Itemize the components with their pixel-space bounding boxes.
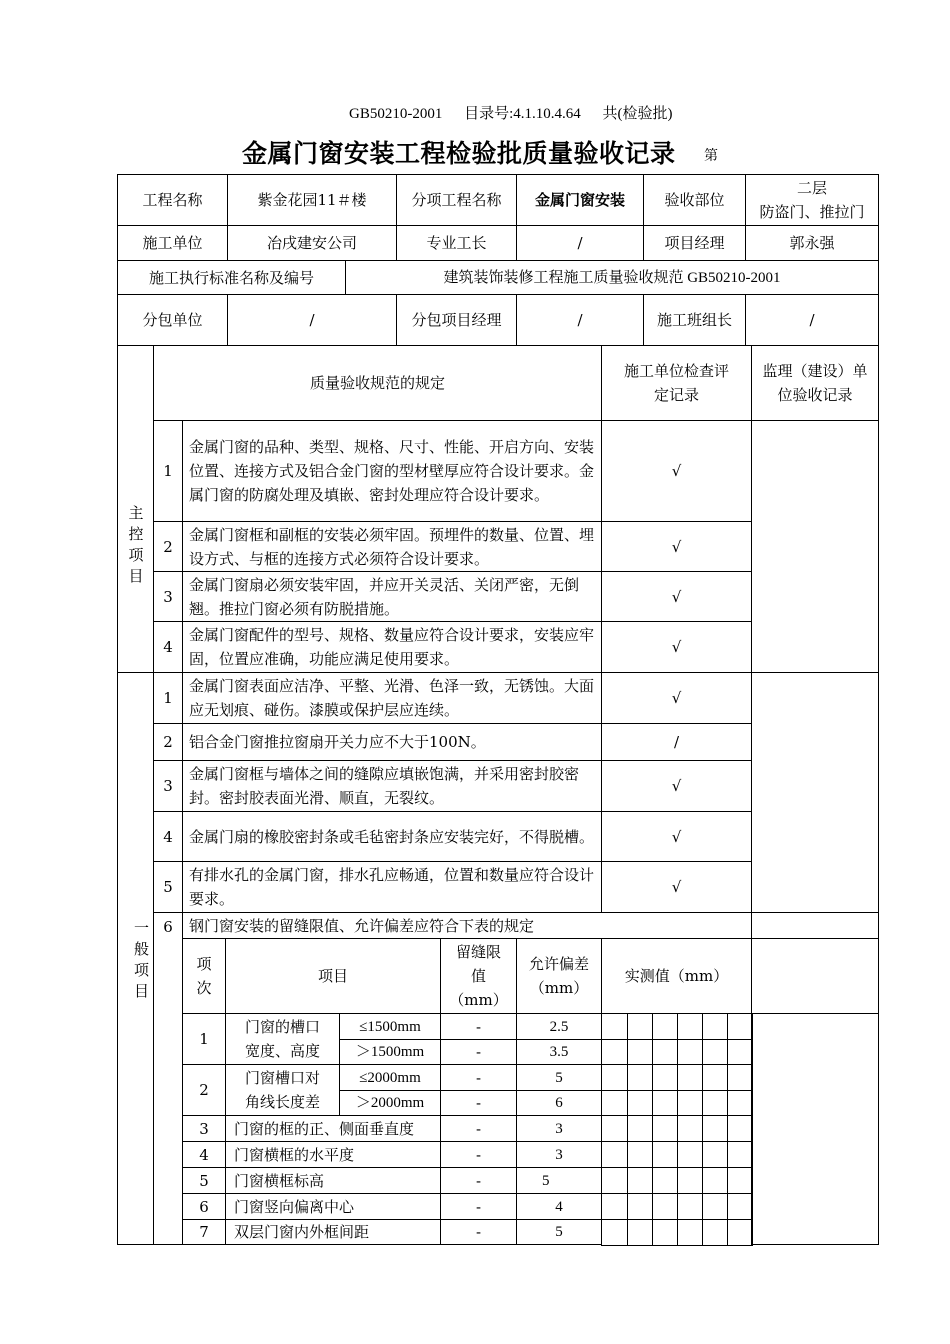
tolerance-allow: 3 xyxy=(516,1115,602,1142)
measured-value-cell xyxy=(601,1039,628,1065)
foreman-label: 专业工长 xyxy=(396,225,517,261)
general-item-check: √ xyxy=(601,861,752,913)
measured-value-cell xyxy=(727,1013,753,1040)
measured-value-cell xyxy=(702,1013,728,1040)
measured-value-cell xyxy=(727,1039,753,1065)
measured-value-cell xyxy=(652,1167,678,1194)
measured-value-cell xyxy=(627,1193,653,1220)
tolerance-condition: ＞1500mm xyxy=(339,1039,441,1065)
tolerance-seq: 5 xyxy=(182,1167,226,1194)
document-header xyxy=(349,102,691,123)
measured-value-cell xyxy=(601,1193,628,1220)
page-number-label: 第 xyxy=(704,148,718,164)
general-item-text: 钢门窗安装的留缝限值、允许偏差应符合下表的规定 xyxy=(182,912,752,939)
measured-value-cell xyxy=(677,1219,703,1246)
general-item-text: 有排水孔的金属门窗，排水孔应畅通，位置和数量应符合设计要求。 xyxy=(182,861,602,913)
measured-value-cell xyxy=(601,1115,628,1142)
sub-project-label: 分项工程名称 xyxy=(396,174,517,226)
tolerance-gap: - xyxy=(440,1013,517,1040)
measured-value-cell xyxy=(627,1167,653,1194)
manager-label: 项目经理 xyxy=(643,225,746,261)
tolerance-gap: - xyxy=(440,1039,517,1065)
tolerance-allow: 5 xyxy=(516,1064,602,1091)
measured-value-cell xyxy=(652,1141,678,1168)
general-supervision-cell xyxy=(751,672,879,913)
measured-value-cell xyxy=(627,1141,653,1168)
measured-value-cell xyxy=(702,1090,728,1116)
measured-value-cell xyxy=(702,1141,728,1168)
batch-label: 共(检验批) xyxy=(602,106,673,122)
contractor-value: 冶戌建安公司 xyxy=(227,225,397,261)
tolerance-gap: - xyxy=(440,1141,517,1168)
project-name-label: 工程名称 xyxy=(117,174,228,226)
general-item-check: √ xyxy=(601,672,752,724)
team-leader-value: / xyxy=(745,294,879,346)
tolerance-supervision-cell xyxy=(751,938,879,1014)
tolerance-item: 门窗槽口对角线长度差 xyxy=(225,1064,340,1116)
measured-value-cell xyxy=(702,1193,728,1220)
main-item-text: 金属门窗扇必须安装牢固，并应开关灵活、关闭严密，无倒翘。推拉门窗必须有防脱措施。 xyxy=(182,571,602,622)
main-item-text: 金属门窗的品种、类型、规格、尺寸、性能、开启方向、安装位置、连接方式及铝合金门窗的型材壁厚应符合设计要求。金属门窗的防腐处理及填嵌、密封处理应符合设计要求。 xyxy=(182,420,602,522)
tolerance-seq-header: 项次 xyxy=(182,938,226,1014)
tolerance-allow: 5 xyxy=(516,1219,602,1245)
measured-value-cell xyxy=(601,1167,628,1194)
measured-value-cell xyxy=(601,1090,628,1116)
main-item-no: 3 xyxy=(153,571,183,622)
measured-value-cell xyxy=(652,1039,678,1065)
tolerance-gap: - xyxy=(440,1090,517,1116)
measured-value-cell xyxy=(677,1064,703,1091)
sub-manager-label: 分包项目经理 xyxy=(396,294,517,346)
measured-value-cell xyxy=(652,1090,678,1116)
standard-label: 施工执行标准名称及编号 xyxy=(117,260,346,295)
tolerance-allow: 3 xyxy=(516,1141,602,1168)
sub-unit-value: / xyxy=(227,294,397,346)
main-item-text: 金属门窗配件的型号、规格、数量应符合设计要求，安装应牢固，位置应准确，功能应满足使用要求。 xyxy=(182,621,602,673)
general-items-label: 一般项目 xyxy=(117,672,154,1245)
measured-value-cell xyxy=(727,1115,753,1142)
sub-manager-value: / xyxy=(516,294,644,346)
general-item-text: 金属门扇的橡胶密封条或毛毡密封条应安装完好，不得脱槽。 xyxy=(182,811,602,862)
main-item-no: 4 xyxy=(153,621,183,673)
main-item-check: √ xyxy=(601,521,752,572)
measured-value-cell xyxy=(601,1141,628,1168)
contractor-label: 施工单位 xyxy=(117,225,228,261)
item6-supervision-cell xyxy=(751,912,879,939)
tolerance-allow: 2.5 xyxy=(516,1013,602,1040)
tolerance-gap: - xyxy=(440,1064,517,1091)
general-item-no: 5 xyxy=(153,861,183,913)
measured-value-cell xyxy=(702,1064,728,1091)
main-item-check: √ xyxy=(601,621,752,673)
general-item-text: 金属门窗表面应洁净、平整、光滑、色泽一致，无锈蚀。大面应无划痕、碰伤。漆膜或保护层应连续。 xyxy=(182,672,602,724)
measured-value-cell xyxy=(677,1193,703,1220)
sub-unit-label: 分包单位 xyxy=(117,294,228,346)
tolerance-seq: 4 xyxy=(182,1141,226,1168)
main-item-check: √ xyxy=(601,571,752,622)
foreman-value: / xyxy=(516,225,644,261)
main-item-no: 2 xyxy=(153,521,183,572)
tolerance-seq: 1 xyxy=(182,1013,226,1065)
tolerance-allow: 3.5 xyxy=(516,1039,602,1065)
measured-value-cell xyxy=(702,1115,728,1142)
tolerance-seq: 6 xyxy=(182,1193,226,1220)
measured-value-cell xyxy=(702,1219,728,1246)
tolerance-gap: - xyxy=(440,1167,517,1194)
tolerance-allow: 5 xyxy=(516,1167,602,1194)
part-label: 验收部位 xyxy=(643,174,746,226)
measured-value-cell xyxy=(652,1064,678,1091)
tolerance-allow-header: 允许偏差（mm） xyxy=(516,938,602,1014)
measured-value-cell xyxy=(727,1167,753,1194)
tolerance-condition: ＞2000mm xyxy=(339,1090,441,1116)
measured-value-cell xyxy=(601,1219,628,1246)
measured-value-cell xyxy=(627,1115,653,1142)
measured-value-cell xyxy=(601,1064,628,1091)
tolerance-seq: 2 xyxy=(182,1064,226,1116)
measured-value-cell xyxy=(677,1013,703,1040)
measured-value-cell xyxy=(652,1013,678,1040)
measured-value-cell xyxy=(677,1167,703,1194)
tolerance-condition: ≤2000mm xyxy=(339,1064,441,1091)
general-item-check: √ xyxy=(601,811,752,862)
measured-value-cell xyxy=(727,1193,753,1220)
measured-value-cell xyxy=(677,1090,703,1116)
measured-value-cell xyxy=(727,1090,753,1116)
measured-value-cell xyxy=(677,1039,703,1065)
manager-value: 郭永强 xyxy=(745,225,879,261)
measured-value-cell xyxy=(702,1039,728,1065)
measured-value-cell xyxy=(627,1013,653,1040)
part-value-line2: 防盗门、推拉门 xyxy=(759,203,865,221)
measured-value-cell xyxy=(727,1219,753,1246)
main-supervision-cell xyxy=(751,420,879,673)
tolerance-allow: 4 xyxy=(516,1193,602,1220)
tolerance-condition: ≤1500mm xyxy=(339,1013,441,1040)
measured-value-cell xyxy=(727,1064,753,1091)
tolerance-item: 门窗的框的正、侧面垂直度 xyxy=(225,1115,441,1142)
tolerance-gap: - xyxy=(440,1115,517,1142)
standard-value: 建筑装饰装修工程施工质量验收规范 GB50210-2001 xyxy=(345,260,879,295)
tolerance-measured-header: 实测值（mm） xyxy=(601,938,752,1014)
main-items-label: 主控项目 xyxy=(117,345,154,673)
measured-value-cell xyxy=(652,1115,678,1142)
tolerance-seq: 3 xyxy=(182,1115,226,1142)
part-value xyxy=(745,174,879,226)
main-item-text: 金属门窗框和副框的安装必须牢固。预埋件的数量、位置、埋设方式、与框的连接方式必须符合设计要求。 xyxy=(182,521,602,572)
tolerance-item-header: 项目 xyxy=(225,938,441,1014)
tolerance-seq: 7 xyxy=(182,1219,226,1245)
measured-value-cell xyxy=(677,1141,703,1168)
tolerance-item: 双层门窗内外框间距 xyxy=(225,1219,441,1245)
main-item-check: √ xyxy=(601,420,752,522)
tolerance-gap: - xyxy=(440,1219,517,1245)
measured-value-cell xyxy=(652,1219,678,1246)
general-item-check: √ xyxy=(601,760,752,812)
tolerance-gap: - xyxy=(440,1193,517,1220)
tolerance-item: 门窗的槽口宽度、高度 xyxy=(225,1013,340,1065)
tolerance-allow: 6 xyxy=(516,1090,602,1116)
measured-value-cell xyxy=(677,1115,703,1142)
general-item-no: 3 xyxy=(153,760,183,812)
check-column-header: 施工单位检查评定记录 xyxy=(601,345,752,421)
general-item-text: 金属门窗框与墙体之间的缝隙应填嵌饱满，并采用密封胶密封。密封胶表面光滑、顺直，无裂纹。 xyxy=(182,760,602,812)
tolerance-gap-header: 留缝限值（mm） xyxy=(440,938,517,1014)
page-title: 金属门窗安装工程检验批质量验收记录 xyxy=(242,139,676,168)
measured-value-cell xyxy=(627,1039,653,1065)
measured-value-cell xyxy=(601,1013,628,1040)
general-item-no: 6 xyxy=(153,912,183,1245)
standard-code: GB50210-2001 xyxy=(349,106,443,122)
spec-column-header: 质量验收规范的规定 xyxy=(153,345,602,421)
measured-value-cell xyxy=(627,1219,653,1246)
measured-value-cell xyxy=(627,1064,653,1091)
supervision-column-header: 监理（建设）单位验收记录 xyxy=(751,345,879,421)
general-item-no: 4 xyxy=(153,811,183,862)
catalog-number: 目录号:4.1.10.4.64 xyxy=(464,106,581,122)
team-leader-label: 施工班组长 xyxy=(643,294,746,346)
sub-project-value: 金属门窗安装 xyxy=(516,174,644,226)
measured-value-cell xyxy=(627,1090,653,1116)
measured-value-cell xyxy=(727,1141,753,1168)
tolerance-item: 门窗横框的水平度 xyxy=(225,1141,441,1168)
measured-value-cell xyxy=(702,1167,728,1194)
general-item-text: 铝合金门窗推拉窗扇开关力应不大于100N。 xyxy=(182,723,602,761)
measured-value-cell xyxy=(652,1193,678,1220)
general-item-check: / xyxy=(601,723,752,761)
main-item-no: 1 xyxy=(153,420,183,522)
tolerance-rows-supervision-cell xyxy=(751,1013,879,1245)
tolerance-item: 门窗横框标高 xyxy=(225,1167,441,1194)
project-name-value: 紫金花园11＃楼 xyxy=(227,174,397,226)
part-value-line1: 二层 xyxy=(796,179,827,197)
general-item-no: 2 xyxy=(153,723,183,761)
general-item-no: 1 xyxy=(153,672,183,724)
tolerance-item: 门窗竖向偏离中心 xyxy=(225,1193,441,1220)
